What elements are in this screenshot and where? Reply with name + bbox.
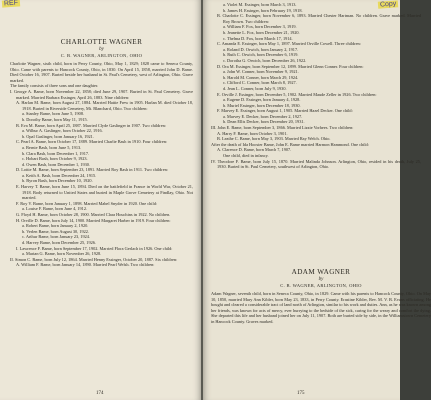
article-byline-by-2: by — [318, 277, 324, 282]
paragraph: C. Amanda E. Essinger, born May 1, 1897. Married Orville Cowell. Three children: — [217, 41, 361, 47]
paragraph: Adam Wagner, seventh child, born in Seneca County, Ohio, in 1829. Came with his parents to Hancock County, Ohio. On May 10, 1850, married Mary Ann Kibler, born May 23, 1833, in Perry County. Erastine Kibler, Rev. M. V. B. Evans officiating. He bought and cleared a considerable tract of land north of Arlington, similar to his work and duties. Ann, as he was known among her friends, was known for acts of mercy, ever hurrying to the bedside of the sick, caring for the weary and comfort the dying. She departed this life and her husband joined her on July 11, 1907. Both are buried side by side, in the Williamstown Cemetery in Hancock County. Graves marked. — [211, 291, 431, 324]
paragraph: After the death of Ida Hoosier Bame, John E. Bame married Harmon Hammond. One child: — [211, 141, 369, 147]
paragraph: b. Byron Bash, born December 10, 1920. — [22, 178, 93, 184]
paragraph: D. Lottie M. Bame, born September 23, 1891. Married Roy Bash in 1911. Two children: — [16, 167, 168, 173]
paragraph: B. Leathe C. Bame, born May 3, 1903. Married Ray Welch. Ohio. — [217, 136, 331, 142]
paragraph: a. Louise F. Bame, born June 4, 1912. — [22, 206, 88, 212]
paragraph: F. Roy V. Bame, born January 1, 1898. Married Mabel Snyder in 1920. One child: — [16, 200, 158, 206]
paragraph: a. Keith A. Bash, born December 24, 1915. — [22, 172, 97, 178]
paragraph: H. Orville D. Bame, born July 14, 1900. Married Margaret Harber in 1919. Four children: — [16, 217, 171, 223]
paragraph: c. Clifford C. Conner, born March 8, 1927. — [223, 80, 297, 86]
paragraph: F. Marvey E. Essinger, born August 1, 1905. Married Hazel Decker. One child: — [217, 108, 353, 114]
paragraph: I. George A. Bame, born November 22, 1858; died June 29, 1907. Buried in St. Paul Cemetery. Grave marked. Married Barbara Essinger, April 26, 1883. Nine children: — [10, 88, 193, 100]
article-author: C. B. WAGNER, ARLINGTON, OHIO — [60, 53, 143, 58]
left-page — [0, 0, 201, 400]
paragraph: a. Violet M. Essinger, born March 3, 1913. — [223, 2, 297, 7]
paragraph: a. Bernie Bash, born June 5, 1913. — [22, 144, 82, 150]
paragraph: D. Ora M. Essinger, born September 12, 1899. Married Glenn Conner. Four children: — [217, 63, 364, 69]
paragraph: A. Harry F. Bame, born October 3, 1901. — [217, 130, 288, 136]
right-page-content — [211, 2, 421, 170]
left-paragraphs — [10, 61, 193, 268]
paragraph: a. Marvey E. Decker, born December 2, 1927. — [223, 113, 303, 119]
paragraph: a. William F. Fox, born December 3, 1919. — [223, 24, 297, 30]
right-page — [203, 0, 431, 400]
paragraph: c. Hobart Bash, born October 9, 1923. — [22, 156, 88, 162]
paragraph: a. Marian G. Bame, born November 26, 1928. — [22, 251, 102, 257]
library-stamp-left: REF — [3, 0, 19, 8]
paragraph: c. Dorotha G. Orwich, born December 26, 1922. — [223, 57, 307, 63]
paragraph: One child, died in infancy. — [223, 153, 269, 159]
paragraph: b. Harold M. Conner, born March 29, 1924. — [223, 74, 299, 80]
paragraph: b. Dorothy Bame, born May 11, 1915. — [22, 116, 88, 122]
page-number-right: 175 — [297, 391, 305, 396]
paragraph: b. Verlen Bame, born August 30, 1922. — [22, 228, 89, 234]
adam-wagner-paragraphs — [211, 291, 431, 325]
paragraph: G. Floyd H. Bame, born October 28, 1900. Married Clara Houchins in 1922. No children. — [16, 212, 171, 218]
paragraph: Charlotte Wagner, sixth child, born in Perry County, Ohio, May 1, 1829; 1828 came to Seneca County, Ohio. Came with parents to Hancock County, Ohio, in 1830. On April 15, 1858, married John D. Bame. Died October 16, 1907. Buried beside her husband in St. Paul's Cemetery, west of Arlington, Ohio. Grave marked. — [10, 61, 193, 83]
paragraph: A. William F. Bame, born January 14, 1890. Married Pearl Welsh. Two children: — [16, 262, 155, 268]
paragraph: b. Muriel Essinger, born December 18, 1930. — [223, 102, 301, 108]
paragraph: a. Stanley Bame, born June 5, 1908. — [22, 111, 85, 117]
paragraph: b. Dean Ellis Decker, born December 20, 1931. — [223, 119, 305, 125]
adam-wagner-section — [211, 268, 431, 325]
paragraph: b. James H. Essinger, born February 19, 1918. — [223, 7, 303, 13]
left-page-content — [10, 38, 193, 268]
paragraph: a. Eugene D. Essinger, born January 4, 1928. — [223, 97, 301, 103]
paragraph: d. Jean L. Conner, born July 9, 1930. — [223, 85, 287, 91]
page-number-left: 174 — [96, 391, 104, 396]
article-author-2: C. B. WAGNER, ARLINGTON, OHIO — [280, 283, 362, 288]
paragraph: c. Thelma D. Fox, born March 17, 1914. — [223, 35, 293, 41]
paragraph: b. Ruth C. Orwich, born December 6, 1919. — [223, 52, 299, 58]
paragraph: B. Eva M. Bame, born April 25, 1887. Married Clyde Gaslinger in 1907. Two children: — [16, 122, 166, 128]
paragraph: a. Wilbur A. Gaslinger, born October 22, 1916. — [22, 128, 103, 134]
article-byline-by: by — [99, 47, 104, 52]
paragraph: a. John W. Conner, born November 9, 1921. — [223, 69, 299, 75]
paragraph: a. Robert Bame, born January 2, 1920. — [22, 223, 89, 229]
article-title-adam-wagner: ADAM WAGNER — [291, 268, 351, 276]
paragraph: II. Simon C. Bame, born July 12, 1864. Married Henny Essinger, October 20, 1887. Six children: — [10, 256, 178, 262]
paragraph: b. Jeanette L. Fox, born December 21, 1920. — [223, 29, 300, 35]
paragraph: a. Roland D. Orwich, born January 2, 1917. — [223, 46, 299, 52]
paragraph: III. John E. Bame, born September 3, 1866. Married Lizzie Vorhees. Two children: — [211, 125, 354, 131]
paragraph: E. Harvey T. Bame, born June 15, 1894. Died on the battlefield in France in World War, October 21, 1918. Body returned to United States and buried in Maple Grove Cemetery at Findlay, Ohio. Not married. — [16, 184, 193, 201]
paragraph: b. Clara Bash, born December 1, 1917. — [22, 150, 90, 156]
paragraph: E. Orville J. Essinger, born December 5, 1902. Married Maude Zeller in 1926. Two children: — [217, 91, 377, 97]
paragraph: IV. Theodore F. Bame, born July 15, 1870. Married Malinda Johnson. Arlington, Ohio, resided in his death, July 25, 1930. Buried in St. Paul Cemetery, southwest of Arlington, Ohio. — [211, 158, 421, 170]
paragraph: A. Harlan M. Bame, born August 27, 1884. Married Hattie Frew in 1905. Harlan M. died October 18, 1918. Buried in Riverside Cemetery, Mt. Blanchard, Ohio. Two children: — [16, 100, 193, 111]
paragraph: d. Harvey Bame, born December 25, 1926. — [22, 240, 96, 245]
paragraph: c. Arthur Bame, born January 23, 1924. — [22, 234, 91, 240]
paragraph: b. Opal Gaslinger, born January 16, 1921. — [22, 133, 94, 139]
article-title-charlotte-wagner: CHARLOTTE WAGNER — [60, 38, 143, 46]
library-stamp-right: Copy — [379, 0, 397, 9]
paragraph: C. Pearl A. Bame, born October 17, 1889. Married Charlie Bash in 1910. Four children: — [16, 139, 168, 145]
paragraph: d. Owen Bash, born December 1, 1930. — [22, 161, 91, 167]
paragraph: A. Clarence D. Bame, born March 7, 1907. — [217, 147, 292, 153]
right-paragraphs — [211, 2, 421, 170]
paragraph: I. Lawrence F. Bame, born September 17, 1902. Married Flora Gerlach in 1926. One child: — [16, 245, 173, 251]
paragraph: The family consists of three sons and one daughter. — [10, 83, 99, 89]
paragraph: B. Charlotte C. Essinger, born November 6, 1893. Married Chester Hartman. No children. Grave marked. Married Roy Brown. Two children: — [217, 13, 421, 24]
